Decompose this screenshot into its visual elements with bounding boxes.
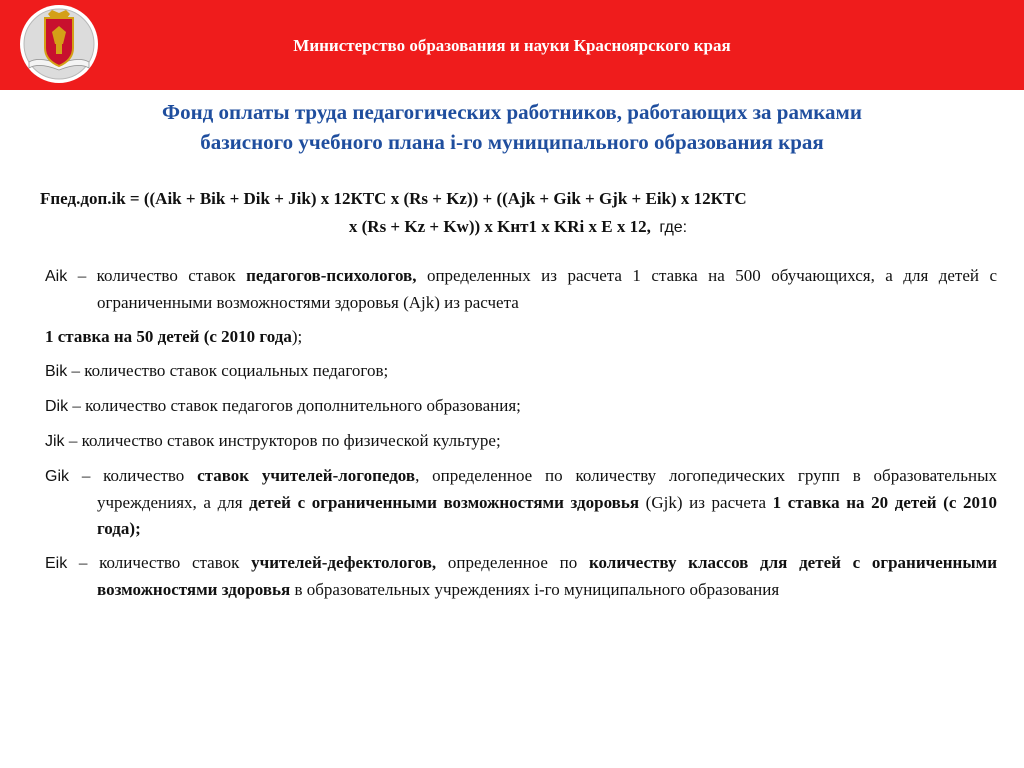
text: );: [291, 327, 303, 346]
definition-bik: [45, 358, 997, 385]
bold-text: детей с ограниченными возможностями здоровья: [249, 493, 640, 512]
symbol-dik: Dik: [45, 398, 69, 415]
bold-text: ставок учителей-логопедов: [197, 466, 416, 485]
formula-gde: где:: [659, 219, 688, 236]
text: определенных из расчета 1 ставка на 500 обучающихся, а для детей с ограниченными возможностями здоровья (Ajk) из расчета: [97, 266, 997, 312]
text: , определенное по количеству логопедических групп в образовательных учреждениях, а для: [97, 466, 997, 512]
definition-aik-continued: [45, 324, 997, 350]
text: – количество ставок социальных педагогов;: [67, 361, 389, 380]
text: – количество: [69, 466, 198, 485]
symbol-bik: Bik: [45, 363, 68, 380]
formula-block: [40, 185, 996, 242]
formula-line-2-text: x (Rs + Kz + Kw)) x Kнт1 x KRi x E x 12,: [348, 217, 651, 236]
text: – количество ставок: [67, 266, 247, 285]
symbol-aik: Aik: [45, 268, 68, 285]
text: в образовательных учреждениях i-го муниципального образования: [290, 580, 780, 599]
bold-text: учителей-дефектологов,: [251, 553, 437, 572]
bold-text: 1 ставка на 50 детей (с 2010 года: [45, 327, 292, 346]
text: (Gjk) из расчета: [639, 493, 773, 512]
text: – количество ставок инструкторов по физической культуре;: [64, 431, 501, 450]
slide-title: [40, 97, 984, 157]
definition-dik: [45, 393, 997, 420]
header-bar: [0, 0, 1024, 90]
symbol-gik: Gik: [45, 468, 69, 485]
symbol-jik: Jik: [45, 433, 65, 450]
symbol-eik: Eik: [45, 555, 68, 572]
slide-title-line-2: базисного учебного плана i-го муниципального образования края: [200, 130, 824, 154]
bold-text: 1 ставка на 20 детей (с 2010 года);: [97, 493, 997, 538]
formula-line-2: [40, 213, 996, 242]
definition-gik: [45, 463, 997, 542]
formula-line-1: Fпед.доп.ik = ((Aik + Bik + Dik + Jik) x 12КТС х (Rs + Kz)) + ((Ajk + Gik + Gjk + Eik) x 12КТС: [40, 189, 747, 208]
definition-eik: [45, 550, 997, 603]
text: – количество ставок педагогов дополнительного образования;: [68, 396, 521, 415]
bold-text: педагогов-психологов,: [246, 266, 417, 285]
definitions-list: [45, 263, 997, 611]
bold-text: количеству классов для детей с ограниченными возможностями здоровья: [97, 553, 997, 599]
ministry-title: Министерство образования и науки Красноярского края: [293, 36, 731, 55]
definition-aik: [45, 263, 997, 316]
text: – количество ставок: [67, 553, 252, 572]
text: определенное по: [436, 553, 589, 572]
slide-title-line-1: Фонд оплаты труда педагогических работников, работающих за рамками: [162, 100, 862, 124]
definition-jik: [45, 428, 997, 455]
